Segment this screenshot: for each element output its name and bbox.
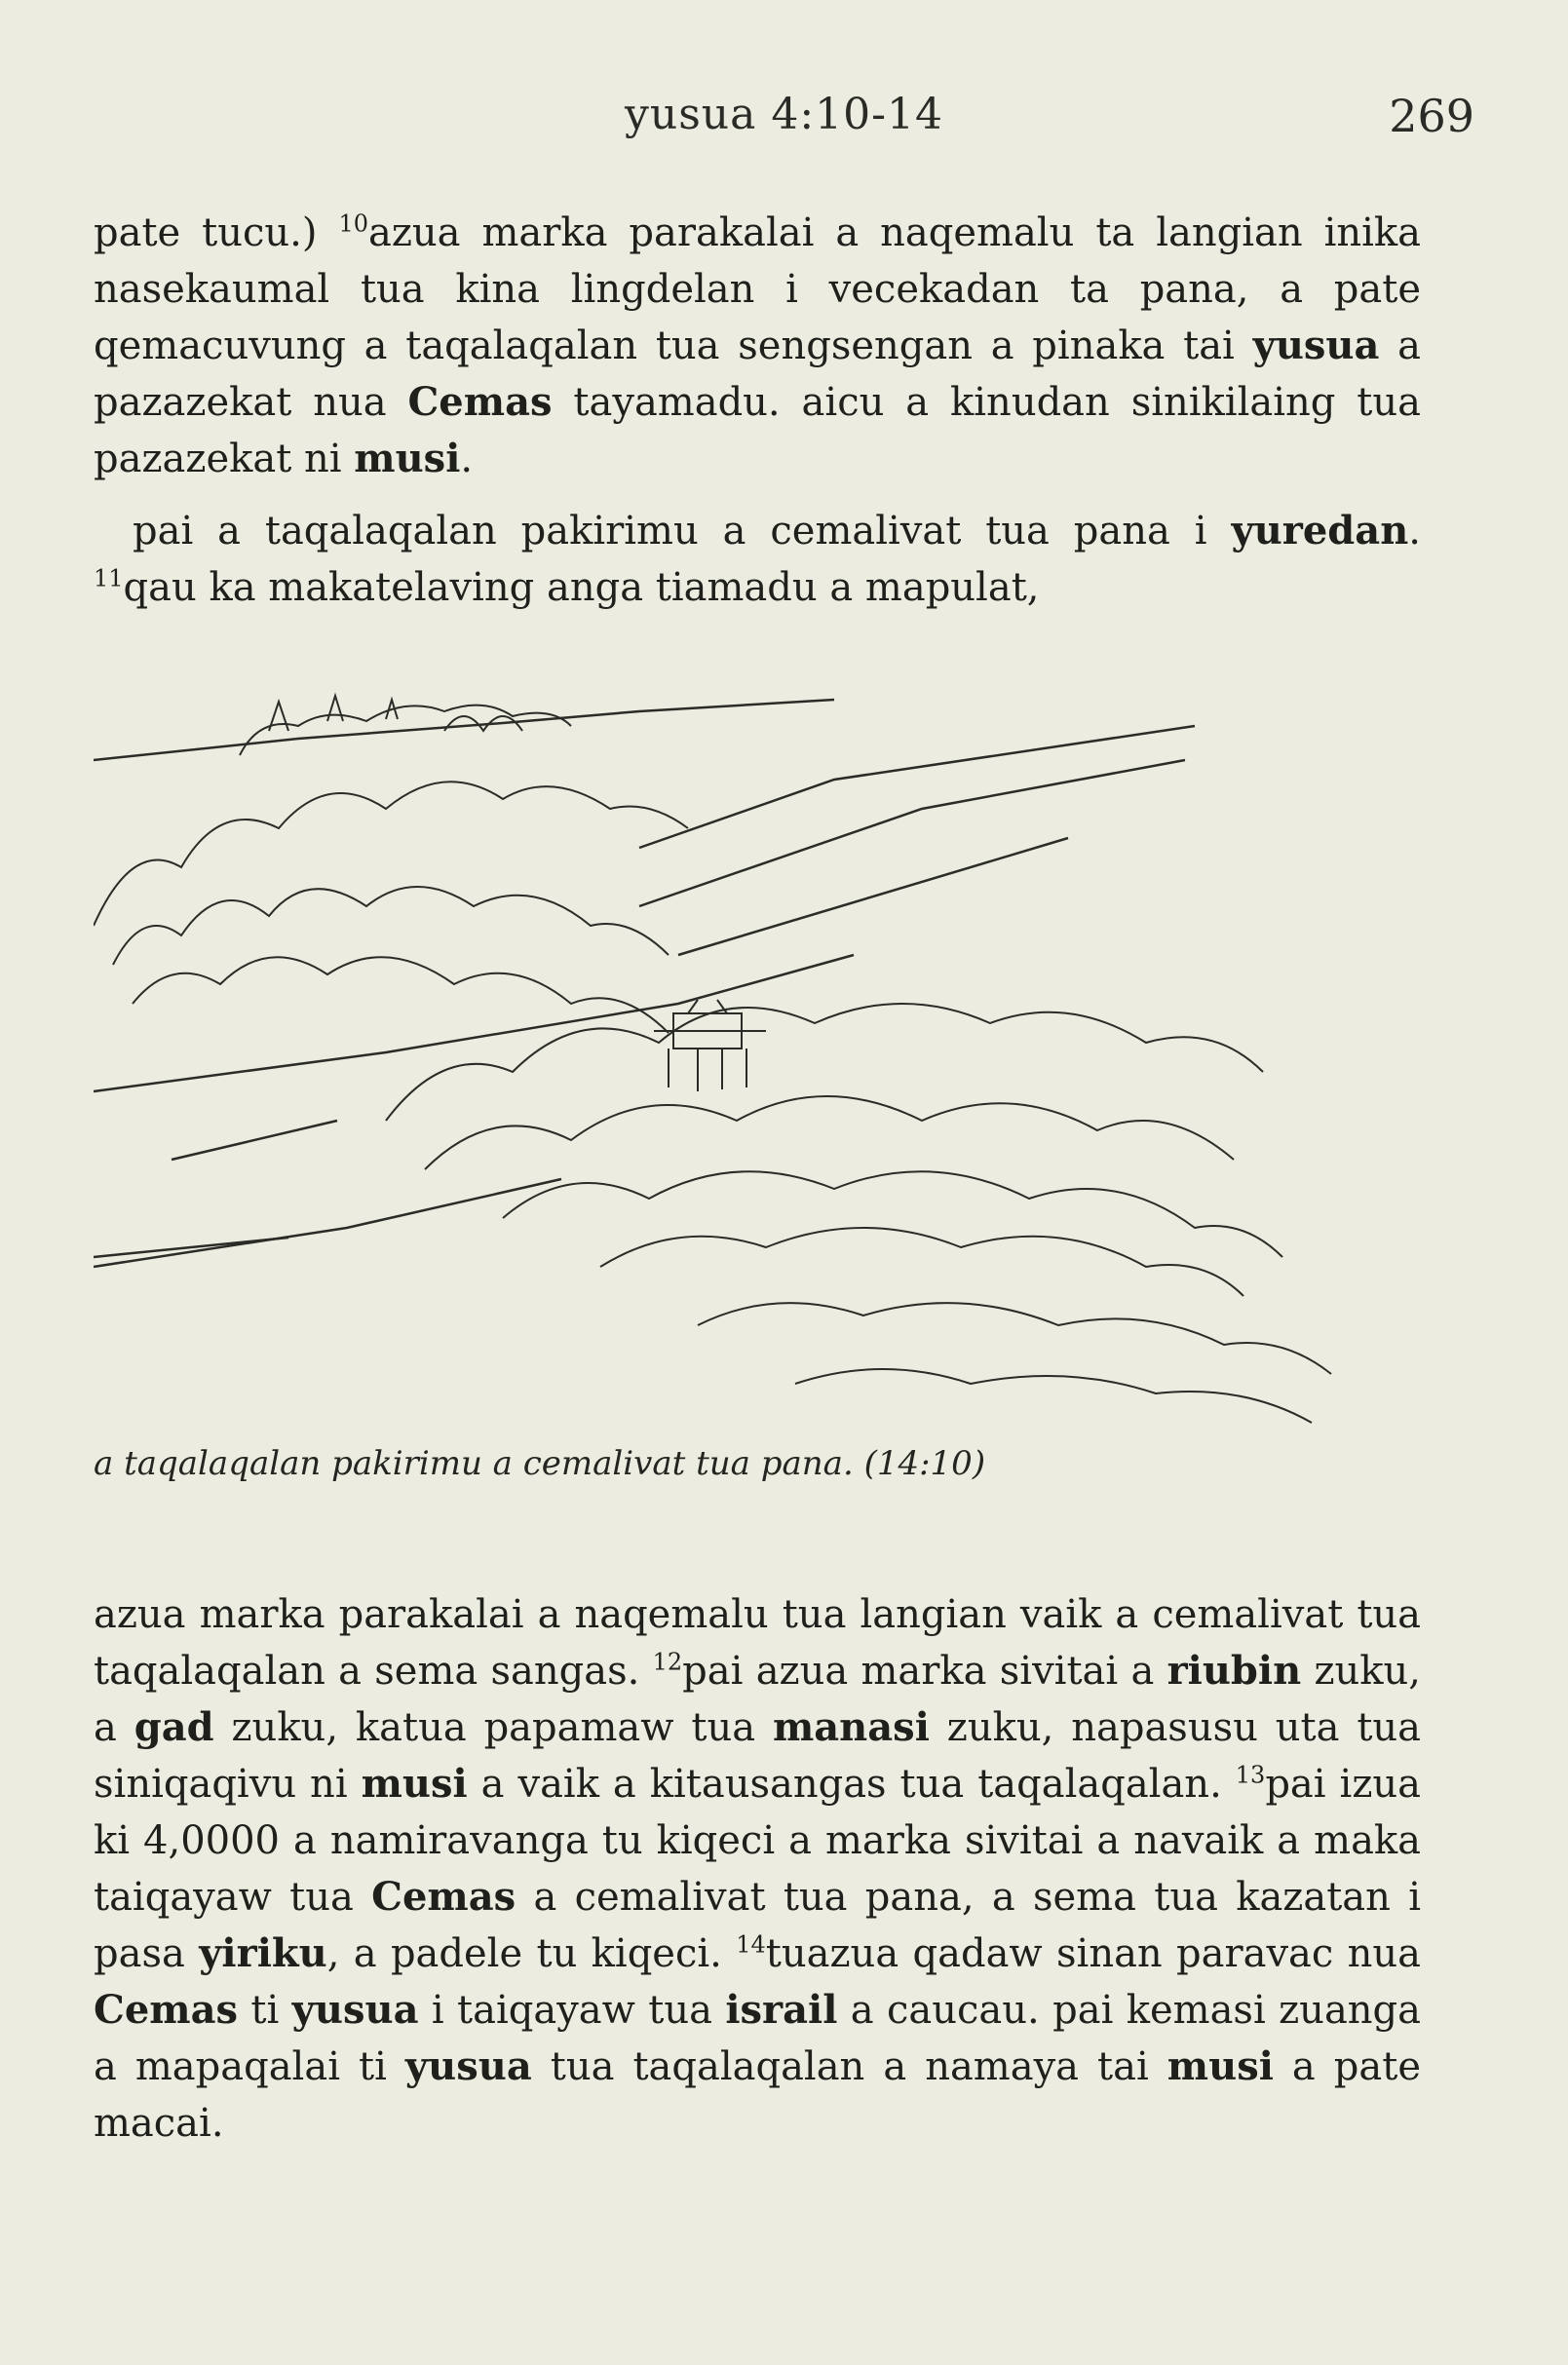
name-yusua: yusua [404, 2043, 532, 2089]
page-number: 269 [1389, 90, 1474, 142]
text-span: zuku, a [94, 1649, 1422, 1750]
name-yiriku: yiriku [199, 1930, 327, 1976]
name-cemas: Cemas [371, 1874, 516, 1920]
text-span: tayamadu. aicu a kinudan sinikilaing tua pazazekat ni [94, 380, 1421, 481]
text-span: azua marka parakalai a naqemalu tua langian vaik a cemalivat tua taqalaqalan a sema sangas. [94, 1592, 1421, 1694]
text-span: i taiqayaw tua [418, 1988, 726, 2033]
text-span: a caucau. pai kemasi zuanga a mapaqalai ti [94, 1988, 1422, 2089]
verse-number-11: 11 [94, 564, 124, 592]
far-shore [240, 696, 571, 755]
name-israil: israil [725, 1987, 838, 2033]
paragraph-3 [94, 1586, 1421, 2152]
name-cemas: Cemas [94, 1987, 239, 2033]
running-head: yusua 4:10-14 [625, 90, 943, 139]
illustration-crossing-river [94, 663, 1458, 1432]
text-span: pai izua ki 4,0000 a namiravanga tu kiqeci a marka sivitai a navaik a maka taiqayaw tua [94, 1762, 1422, 1920]
text-span: pai a taqalaqalan pakirimu a cemalivat tua pana i [133, 509, 1232, 553]
verse-number-12: 12 [652, 1648, 683, 1676]
text-span: ti [238, 1988, 292, 2033]
paragraph-1 [94, 205, 1421, 487]
text-span: . [460, 437, 474, 481]
name-musi: musi [361, 1761, 468, 1807]
text-span: pai azua marka sivitai a [682, 1649, 1167, 1694]
text-span: zuku, napasusu uta tua siniqaqivu ni [94, 1705, 1421, 1807]
text-span: a cemalivat tua pana, a sema tua kazatan i pasa [94, 1875, 1421, 1976]
text-span: azua marka parakalai a naqemalu ta langian inika nasekaumal tua kina lingdelan i vecekadan ta pana, a pate qemacuvung a taqalaqalan tua sengsengan a pinaka tai [94, 210, 1422, 368]
text-span: tuazua qadaw sinan paravac nua [765, 1931, 1422, 1976]
name-riubin: riubin [1166, 1648, 1302, 1694]
paragraph-2 [94, 503, 1421, 616]
text-span: a pate macai. [94, 2044, 1421, 2146]
verse-number-13: 13 [1235, 1761, 1266, 1789]
ark-bearers [654, 1000, 766, 1091]
page-header [94, 90, 1474, 148]
name-yusua: yusua [1252, 323, 1380, 368]
text-span: tua taqalaqalan a namaya tai [531, 2044, 1167, 2089]
text-span: , a padele tu kiqeci. [326, 1931, 737, 1976]
name-yusua: yusua [291, 1987, 419, 2033]
figure-caption: a taqalaqalan pakirimu a cemalivat tua pana. (14:10) [94, 1444, 986, 1483]
text-span: qau ka makatelaving anga tiamadu a mapulat, [123, 565, 1040, 610]
text-span: a vaik a kitausangas tua taqalaqalan. [467, 1762, 1236, 1807]
name-cemas: Cemas [407, 379, 553, 425]
text-span: a pazazekat nua [94, 324, 1421, 425]
name-musi: musi [1166, 2043, 1274, 2089]
text-span: pate tucu.) [94, 210, 339, 255]
river-bank-lines [94, 700, 1195, 1267]
name-manasi: manasi [772, 1704, 930, 1750]
text-span: zuku, katua papamaw tua [213, 1705, 773, 1750]
crowd-far [94, 782, 688, 1033]
name-gad: gad [134, 1704, 214, 1750]
text-span: . [1408, 509, 1421, 553]
name-yuredan: yuredan [1231, 508, 1409, 553]
name-musi: musi [354, 436, 461, 481]
verse-number-10: 10 [338, 210, 368, 238]
verse-number-14: 14 [736, 1930, 766, 1959]
crowd-near [386, 1004, 1331, 1423]
